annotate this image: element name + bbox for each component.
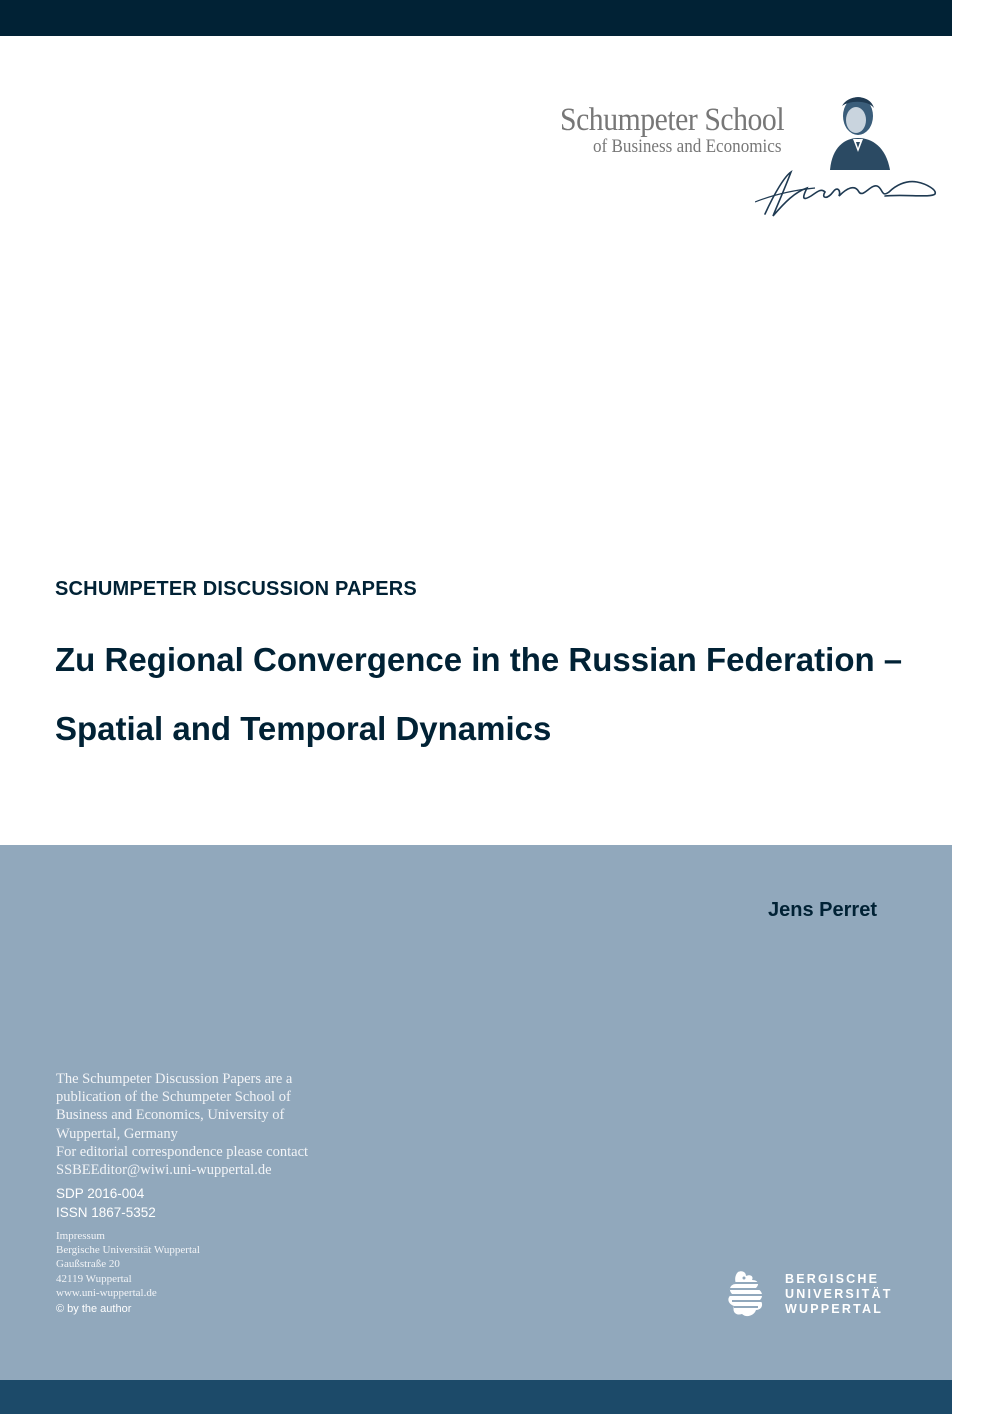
- lion-crest-icon: [724, 1268, 772, 1318]
- impressum: [56, 1229, 200, 1300]
- copyright: © by the author: [56, 1303, 132, 1315]
- university-logo: [724, 1268, 904, 1320]
- university-name-line: BERGISCHE: [785, 1272, 880, 1286]
- issn-number: ISSN 1867-5352: [56, 1205, 156, 1220]
- impressum-line: Gaußstraße 20: [56, 1258, 120, 1271]
- signature-icon: [755, 162, 940, 222]
- university-name: [785, 1272, 893, 1317]
- impressum-line: Bergische Universität Wuppertal: [56, 1244, 200, 1257]
- title-line: Spatial and Temporal Dynamics: [55, 710, 552, 747]
- university-url[interactable]: www.uni-wuppertal.de: [56, 1286, 157, 1299]
- logo-subtitle: of Business and Economics: [593, 136, 782, 157]
- note-line: For editorial correspondence please contact: [56, 1143, 309, 1160]
- bottom-bar: [0, 1380, 952, 1414]
- note-line: publication of the Schumpeter School of: [56, 1089, 291, 1106]
- paper-identifiers: [56, 1184, 156, 1222]
- author-name: Jens Perret: [768, 899, 877, 921]
- schumpeter-school-logo: [540, 92, 950, 227]
- publication-note: [56, 1070, 326, 1179]
- title-line: Zu Regional Convergence in the Russian Federation –: [55, 641, 903, 678]
- paper-title: [55, 625, 935, 763]
- note-line: Wuppertal, Germany: [56, 1125, 178, 1142]
- note-line: Business and Economics, University of: [56, 1107, 285, 1124]
- logo-name: Schumpeter School: [560, 102, 785, 138]
- university-name-line: UNIVERSITÄT: [785, 1287, 893, 1301]
- impressum-line: Impressum: [56, 1230, 105, 1242]
- sdp-number: SDP 2016-004: [56, 1186, 145, 1201]
- portrait-icon: [820, 92, 900, 172]
- impressum-line: 42119 Wuppertal: [56, 1272, 132, 1285]
- series-label: SCHUMPETER DISCUSSION PAPERS: [55, 578, 417, 600]
- top-bar: [0, 0, 952, 36]
- note-line: The Schumpeter Discussion Papers are a: [56, 1071, 293, 1087]
- editor-email[interactable]: SSBEEditor@wiwi.uni-wuppertal.de: [56, 1162, 272, 1179]
- university-name-line: WUPPERTAL: [785, 1302, 884, 1316]
- info-panel: [0, 845, 952, 1380]
